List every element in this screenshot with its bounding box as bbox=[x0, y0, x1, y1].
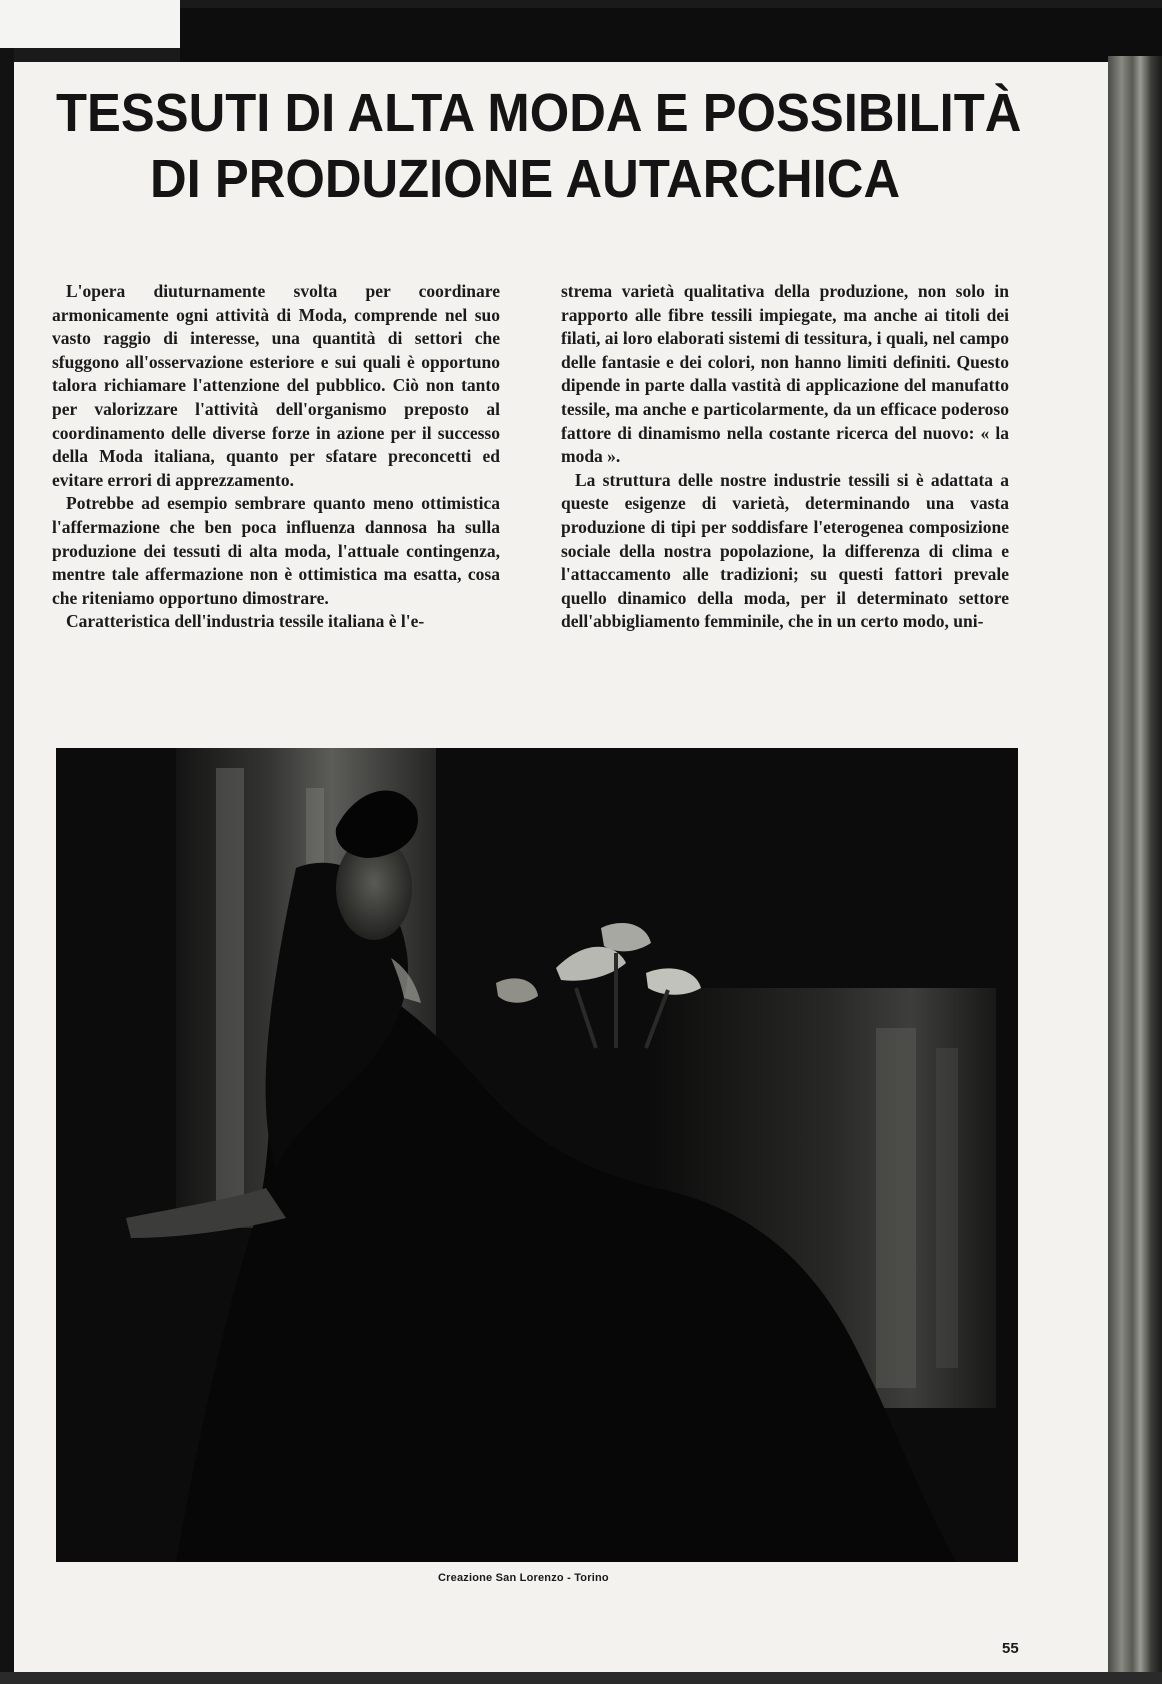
paragraph: Potrebbe ad esempio sembrare quanto meno ottimistica l'affermazione che ben poca influenza dannosa ha sulla produzione dei tessuti di alta moda, l'attuale contingenza, mentre tale affermazione non è ottimistica ma esatta, cosa che riteniamo opportuno dimostrare. bbox=[52, 493, 500, 608]
photo-credit: Creazione San Lorenzo - Torino bbox=[438, 1572, 609, 1584]
article-column-left bbox=[52, 280, 500, 634]
scan-page-edge-right bbox=[1108, 56, 1162, 1684]
article-title-line-1: TESSUTI DI ALTA MODA E POSSIBILITÀ bbox=[56, 83, 1022, 143]
photo-illustration bbox=[56, 748, 1018, 1562]
paragraph-continued: strema varietà qualitativa della produzione, non solo in rapporto alle fibre tessili impiegate, ma anche ai titoli dei filati, ai loro elaborati sistemi di tessitura, i quali, nel campo delle fantasie e dei colori, non hanno limiti definiti. Questo dipende in parte dalla vastità di applicazione del manufatto tessile, ma anche e particolarmente, da un efficace poderoso fattore di dinamismo nella costante ricerca del nuovo: « la moda ». bbox=[561, 281, 1009, 467]
paragraph: Caratteristica dell'industria tessile italiana è l'e- bbox=[66, 611, 425, 632]
article-title-line-2: DI PRODUZIONE AUTARCHICA bbox=[150, 149, 901, 209]
scan-border-top bbox=[180, 8, 1162, 64]
article-column-right bbox=[561, 280, 1009, 634]
article-title bbox=[56, 80, 1022, 212]
paragraph: La struttura delle nostre industrie tessili si è adattata a queste esigenze di varietà, determinando una vasta produzione di tipi per soddisfare l'eterogenea composizione sociale della nostra popolazione, la differenza di clima e l'attaccamento alle tradizioni; su questi fattori prevale quello dinamico della moda, per il determinato settore dell'abbigliamento femminile, che in un certo modo, uni- bbox=[561, 469, 1009, 632]
scan-border-bottom bbox=[0, 1672, 1162, 1684]
fashion-photograph bbox=[56, 748, 1018, 1562]
page-number: 55 bbox=[1002, 1640, 1019, 1657]
paragraph: L'opera diuturnamente svolta per coordinare armonicamente ogni attività di Moda, comprende nel suo vasto raggio di interesse, una quantità di settori che sfuggono all'osservazione esteriore e sui quali è opportuno talora richiamare l'attenzione del pubblico. Ciò non tanto per valorizzare l'attività dell'organismo preposto al coordinamento delle diverse forze in azione per il successo della Moda italiana, quanto per sfatare preconcetti ed evitare errori di apprezzamento. bbox=[52, 281, 500, 490]
magazine-page bbox=[14, 62, 1108, 1672]
scan-border-left bbox=[0, 48, 14, 1684]
scan-margin-top-left bbox=[0, 0, 180, 48]
